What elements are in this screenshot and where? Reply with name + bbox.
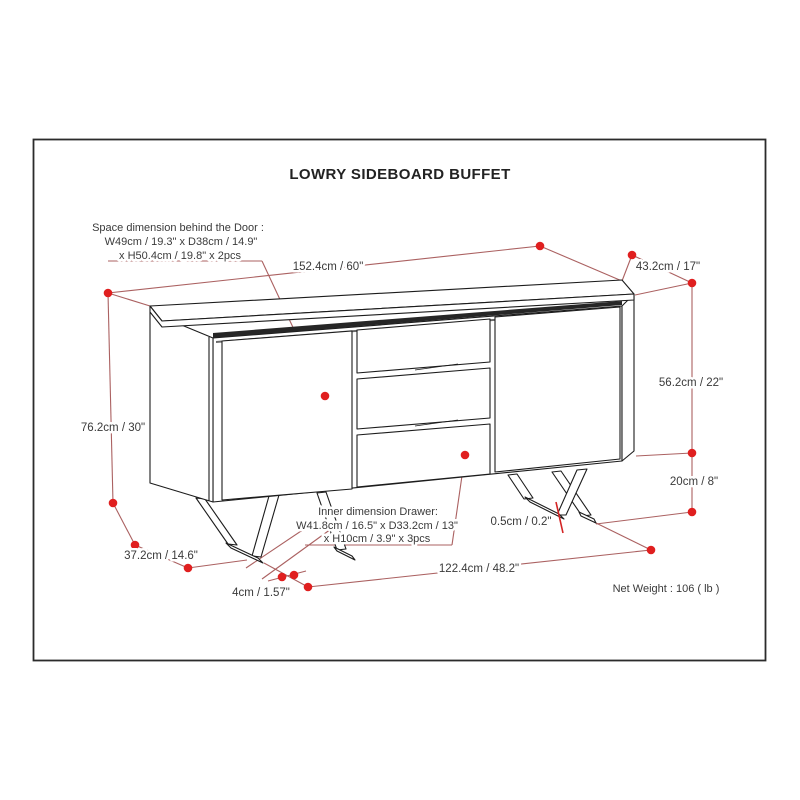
page-title: LOWRY SIDEBOARD BUFFET (289, 166, 511, 183)
marker-dot (290, 571, 299, 580)
dim-leader (540, 246, 622, 281)
label-dim-top-depth: 43.2cm / 17" (635, 261, 701, 273)
label-dim-foot-length: 4cm / 1.57" (232, 587, 290, 599)
label-dim-base-span: 122.4cm / 48.2" (438, 563, 520, 575)
dim-leader (594, 522, 651, 550)
marker-dot (536, 242, 545, 251)
label-inner-drawer-2: W41.8cm / 16.5" x D33.2cm / 13" (296, 520, 458, 532)
dim-ext-foot-2 (262, 529, 331, 579)
front-left-leg-strut (196, 498, 237, 545)
left-side-panel (150, 312, 213, 502)
left-door (222, 331, 352, 500)
label-inner-drawer-3: x H10cm / 3.9" x 3pcs (323, 533, 431, 545)
label-dim-overall-height: 76.2cm / 30" (80, 422, 146, 434)
dim-leader (264, 563, 308, 587)
label-dim-leg-height: 20cm / 8" (669, 476, 719, 488)
right-door (495, 307, 620, 472)
dim-leader (636, 453, 692, 456)
marker-dot (647, 546, 656, 555)
label-space-dim-3: x H50.4cm / 19.8" x 2pcs (119, 250, 241, 262)
label-dim-leg-footprint: 37.2cm / 14.6" (124, 550, 198, 562)
label-inner-drawer-1: Inner dimension Drawer: (318, 506, 438, 518)
drawer-bottom (357, 424, 490, 487)
marker-dot (321, 392, 330, 401)
label-dim-top-width: 152.4cm / 60" (292, 261, 364, 273)
label-net-weight: Net Weight : 106 ( lb ) (612, 583, 720, 595)
marker-dot (131, 541, 140, 550)
marker-dot (461, 451, 470, 460)
dim-leader (596, 512, 692, 524)
dim-leader (108, 293, 150, 306)
label-space-dim-1: Space dimension behind the Door : (92, 222, 264, 234)
marker-dot (628, 251, 637, 260)
label-dim-leg-thickness: 0.5cm / 0.2" (490, 516, 552, 528)
marker-dot (688, 279, 697, 288)
marker-dot (304, 583, 313, 592)
label-dim-body-height: 56.2cm / 22" (658, 377, 724, 389)
dim-leader (113, 503, 135, 545)
marker-dot (184, 564, 193, 573)
dim-line-overall-height (108, 293, 113, 503)
marker-dot (688, 508, 697, 517)
drawer-middle (357, 368, 490, 429)
label-space-dim-2: W49cm / 19.3" x D38cm / 14.9" (104, 236, 258, 248)
marker-dot (688, 449, 697, 458)
marker-dot (109, 499, 118, 508)
dim-leader (635, 283, 692, 295)
marker-dot (278, 573, 287, 582)
front-right-leg-strut (508, 474, 533, 499)
dim-line-foot-length (268, 571, 306, 581)
marker-dot (104, 289, 113, 298)
front-left-leg-strut (252, 495, 279, 557)
right-side-sliver (622, 294, 634, 461)
